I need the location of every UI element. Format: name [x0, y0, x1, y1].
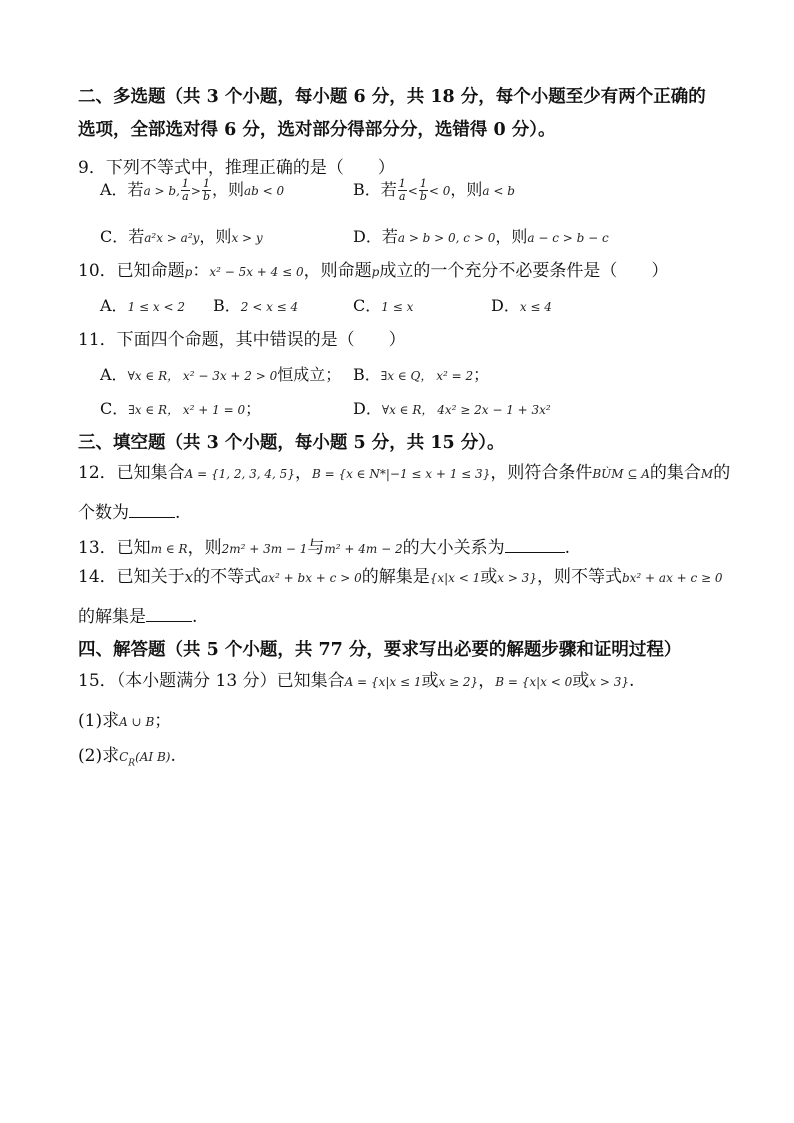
q12-stem: 12．已知集合A = {1, 2, 3, 4, 5}，B = {x ∈ N*|−1 ≤ x + 1 ≤ 3}，则符合条件BÙM ⊆ A的集合M的: [78, 463, 731, 483]
q15-stem: 15．（本小题满分 13 分）已知集合A = {x|x ≤ 1或x ≥ 2}，B = {x|x < 0或x > 3}.: [78, 671, 635, 691]
section2-heading-line1: 二、多选题（共 3 个小题，每小题 6 分，共 18 分，每个小题至少有两个正确的: [78, 87, 706, 107]
q11-stem: 11．下面四个命题，其中错误的是（ ）: [78, 330, 406, 350]
q13-answer-blank[interactable]: [505, 538, 565, 553]
q15-part1: (1)求A ∪ B；: [78, 711, 172, 731]
q14-stem: 14．已知关于x的不等式ax² + bx + c > 0的解集是{x|x < 1或x > 3}，则不等式bx² + ax + c ≥ 0: [78, 567, 723, 587]
q9-a-frac2: $\frac{1}{b}$: [202, 177, 211, 203]
q9-a-frac1: $\frac{1}{a}$: [181, 177, 189, 203]
q11-option-d: D．∀x ∈ R， 4x² ≥ 2x − 1 + 3x²: [353, 399, 551, 418]
q11-option-a: A．∀x ∈ R， x² − 3x + 2 > 0恒成立；: [100, 365, 342, 384]
section2-heading-line2: 选项，全部选对得 6 分，选对部分得部分分，选错得 0 分）。: [78, 120, 556, 140]
q15-part2: (2)求$C_R(AI$ B).: [78, 746, 176, 769]
section3-heading: 三、填空题（共 3 个小题，每小题 5 分，共 15 分）。: [78, 433, 505, 453]
q10-option-c: C．1 ≤ x: [353, 296, 414, 315]
q9-option-d: D．若a > b > 0, c > 0，则a − c > b − c: [353, 227, 609, 246]
q14-answer-blank[interactable]: [146, 607, 192, 622]
q11-option-b: B．∃x ∈ Q， x² = 2；: [353, 365, 490, 384]
q9-option-b: B．若 $\frac{1}{a}$ < $\frac{1}{b}$ < 0，则a < b: [353, 177, 515, 203]
q9-stem: 9．下列不等式中，推理正确的是（ ）: [78, 158, 395, 178]
q9-option-c: C．若a²x > a²y，则x > y: [100, 227, 263, 246]
q10-option-d: D．x ≤ 4: [491, 296, 552, 315]
q13-stem: 13．已知m ∈ R，则2m² + 3m − 1与m² + 4m − 2的大小关系为 .: [78, 538, 571, 558]
q10-stem: 10．已知命题p：x² − 5x + 4 ≤ 0，则命题p成立的一个充分不必要条件是（ ）: [78, 261, 669, 281]
q9-b-frac2: $\frac{1}{b}$: [419, 177, 427, 203]
q10-option-a: A．1 ≤ x < 2: [100, 296, 185, 315]
q12-answer-blank[interactable]: [129, 503, 175, 518]
q9-b-frac1: $\frac{1}{a}$: [398, 177, 406, 203]
q10-option-b: B．2 < x ≤ 4: [213, 296, 299, 315]
q11-option-c: C．∃x ∈ R， x² + 1 = 0；: [100, 399, 262, 418]
q14-line2: 的解集是 .: [78, 607, 198, 627]
q12-line2: 个数为 .: [78, 503, 181, 523]
q9-option-a: A．若a > b, $\frac{1}{a}$ > $\frac{1}{b}$ ，则ab < 0: [100, 177, 285, 203]
section4-heading: 四、解答题（共 5 个小题，共 77 分，要求写出必要的解题步骤和证明过程）: [78, 640, 682, 660]
